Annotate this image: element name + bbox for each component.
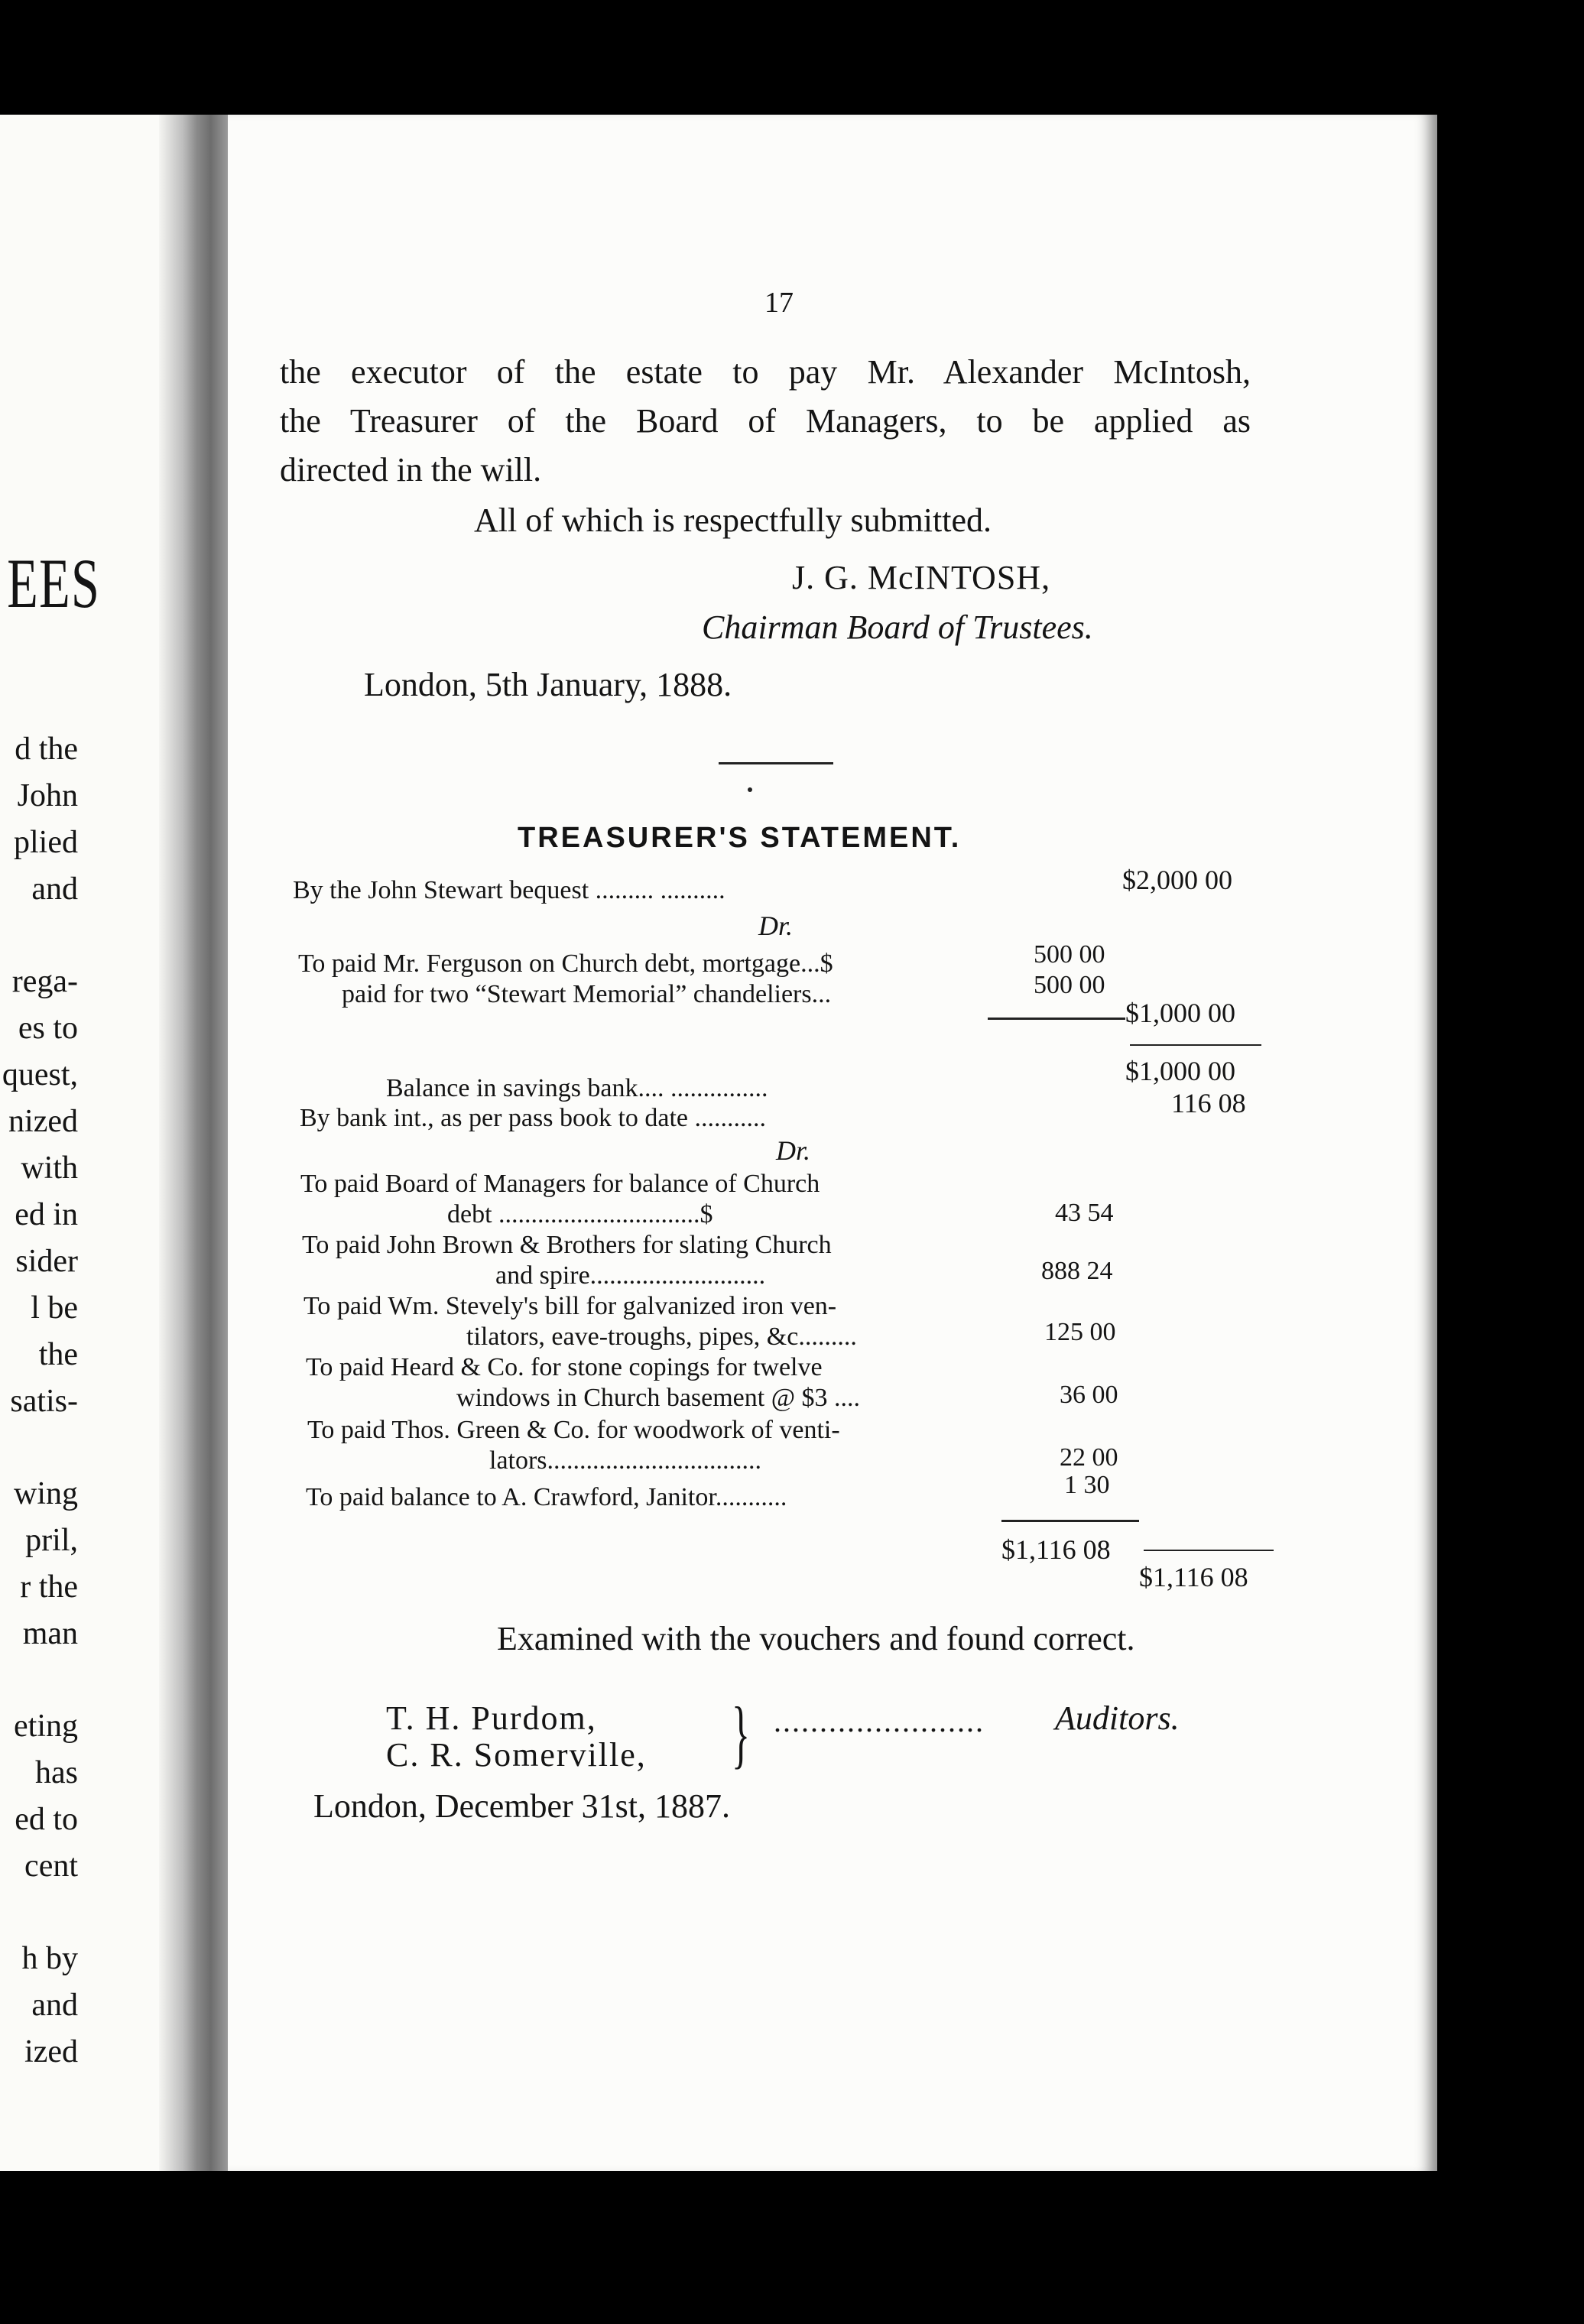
facing-gap	[2, 1657, 78, 1703]
row-description-continued: lators.................................	[489, 1446, 762, 1475]
row-description: Balance in savings bank.... ...............	[386, 1074, 768, 1102]
row-amount: $1,000 00	[1125, 1056, 1235, 1086]
facing-line: l be	[31, 1290, 78, 1326]
signer-title: Chairman Board of Trustees.	[702, 609, 1093, 646]
facing-line: nized	[8, 1104, 78, 1139]
row-description: To paid Wm. Stevely's bill for galvanized iron ven-	[303, 1292, 837, 1320]
auditor-brace: }	[732, 1691, 750, 1776]
row-amount: 500 00	[1034, 971, 1105, 999]
row-amount: 500 00	[1034, 940, 1105, 969]
row-description-continued: windows in Church basement @ $3 ....	[456, 1384, 861, 1412]
examined-note: Examined with the vouchers and found correct.	[497, 1620, 1135, 1657]
row-description: To paid Heard & Co. for stone copings for twelve	[306, 1353, 823, 1381]
facing-line: and	[31, 1988, 78, 2023]
statement-title: TREASURER'S STATEMENT.	[518, 822, 962, 854]
facing-page-heading: EES	[7, 544, 101, 622]
facing-line: eting	[14, 1709, 78, 1744]
paragraph-line: directed in the will.	[280, 451, 542, 488]
facing-line: plied	[14, 825, 78, 860]
row-description: To paid Mr. Ferguson on Church debt, mortgage...$	[298, 949, 833, 978]
facing-line: d the	[15, 732, 78, 767]
audit-date: London, December 31st, 1887.	[313, 1787, 730, 1825]
auditors-label: Auditors.	[1055, 1699, 1180, 1737]
row-amount: 22 00	[1060, 1443, 1118, 1472]
facing-line: satis-	[10, 1384, 78, 1419]
row-amount: 43 54	[1055, 1199, 1114, 1227]
row-amount: 125 00	[1044, 1318, 1116, 1346]
facing-gap	[2, 913, 78, 959]
submitted-line: All of which is respectfully submitted.	[474, 501, 992, 539]
row-amount: 36 00	[1060, 1381, 1118, 1409]
row-description: To paid balance to A. Crawford, Janitor...........	[306, 1483, 787, 1511]
auditor-name: T. H. Purdom,	[386, 1699, 597, 1737]
row-description: By the John Stewart bequest ......... ..........	[293, 876, 725, 904]
page-number: 17	[764, 287, 794, 319]
facing-line: rega-	[11, 964, 78, 999]
subtotal-amount: $1,000 00	[1125, 998, 1235, 1028]
facing-line: and	[31, 872, 78, 907]
facing-gap	[2, 1890, 78, 1936]
row-description: By bank int., as per pass book to date ...........	[300, 1104, 767, 1132]
facing-line: h by	[21, 1941, 78, 1976]
facing-page-text	[2, 726, 78, 2076]
section-divider	[719, 762, 833, 764]
row-amount: 116 08	[1171, 1088, 1246, 1118]
facing-line: has	[35, 1755, 78, 1790]
subtotal-rule	[988, 1018, 1125, 1020]
signer-name: J. G. McINTOSH,	[792, 559, 1051, 596]
facing-line: quest,	[2, 1057, 78, 1092]
report-date: London, 5th January, 1888.	[364, 666, 732, 703]
debit-label: Dr.	[758, 910, 794, 941]
facing-line: man	[22, 1616, 78, 1651]
report-paragraph	[280, 348, 1251, 495]
facing-gap	[2, 1425, 78, 1471]
row-description-continued: and spire...........................	[495, 1261, 766, 1290]
facing-line: pril,	[25, 1523, 78, 1558]
facing-line: wing	[14, 1476, 78, 1511]
leader-rule	[1144, 1550, 1274, 1551]
facing-line: ed to	[15, 1802, 78, 1837]
paragraph-line: the executor of the estate to pay Mr. Alexander McIntosh,	[280, 353, 1251, 391]
row-amount: 888 24	[1041, 1257, 1113, 1285]
row-description: paid for two “Stewart Memorial” chandeliers...	[342, 980, 832, 1008]
facing-page	[0, 115, 177, 2171]
row-amount: 1 30	[1064, 1471, 1110, 1499]
facing-line: ized	[24, 2034, 78, 2069]
debit-label: Dr.	[776, 1135, 811, 1166]
row-description-continued: tilators, eave-troughs, pipes, &c.........	[466, 1323, 857, 1351]
facing-line: the	[38, 1337, 78, 1372]
auditor-name: C. R. Somerville,	[386, 1736, 647, 1774]
subtotal-rule	[1001, 1520, 1139, 1522]
column-rule	[1130, 1044, 1261, 1046]
total-amount: $1,116 08	[1139, 1562, 1248, 1592]
row-description-continued: debt ...............................$	[447, 1200, 713, 1229]
facing-line: with	[21, 1151, 78, 1186]
auditor-leader: .......................	[774, 1704, 985, 1738]
row-amount: $2,000 00	[1122, 865, 1232, 895]
paragraph-line: the Treasurer of the Board of Managers, to be applied as	[280, 402, 1251, 440]
row-description: To paid Thos. Green & Co. for woodwork of venti-	[307, 1416, 840, 1444]
facing-line: cent	[24, 1848, 78, 1884]
facing-line: r the	[20, 1569, 78, 1605]
book-gutter	[159, 115, 228, 2171]
facing-line: John	[17, 778, 78, 813]
facing-line: ed in	[15, 1197, 78, 1232]
divider-dot	[748, 787, 752, 792]
row-description: To paid John Brown & Brothers for slating Church	[302, 1231, 832, 1259]
subtotal-amount: $1,116 08	[1001, 1534, 1111, 1565]
facing-line: sider	[15, 1244, 78, 1279]
facing-line: es to	[18, 1011, 78, 1046]
row-description: To paid Board of Managers for balance of Church	[300, 1170, 820, 1198]
